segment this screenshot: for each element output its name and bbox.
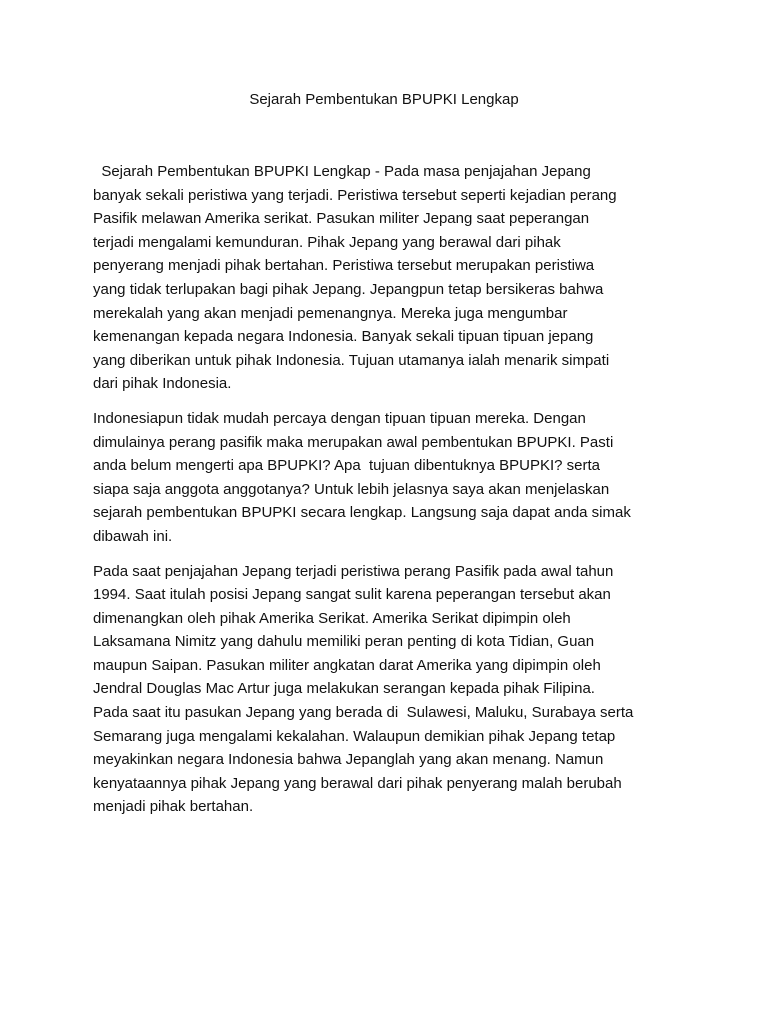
paragraph-line: kemenangan kepada negara Indonesia. Banyak sekali tipuan tipuan jepang [93, 328, 594, 346]
paragraph-line: Indonesiapun tidak mudah percaya dengan tipuan tipuan mereka. Dengan [93, 409, 586, 427]
paragraph-line: Laksamana Nimitz yang dahulu memiliki peran penting di kota Tidian, Guan [93, 633, 595, 651]
paragraph-line: merekalah yang akan menjadi pemenangnya. Mereka juga mengumbar [93, 304, 568, 322]
paragraph-line: banyak sekali peristiwa yang terjadi. Peristiwa tersebut seperti kejadian perang [93, 186, 617, 204]
paragraph-line: maupun Saipan. Pasukan militer angkatan darat Amerika yang dipimpin oleh [93, 656, 601, 674]
paragraph-line: Pasifik melawan Amerika serikat. Pasukan militer Jepang saat peperangan [93, 210, 590, 228]
paragraph-1 [93, 160, 683, 396]
paragraph-line: menjadi pihak bertahan. [93, 798, 254, 816]
paragraph-line: siapa saja anggota anggotanya? Untuk lebih jelasnya saya akan menjelaskan [93, 480, 610, 498]
paragraph-line: kenyataannya pihak Jepang yang berawal dari pihak penyerang malah berubah [93, 774, 622, 792]
paragraph-line: Jendral Douglas Mac Artur juga melakukan serangan kepada pihak Filipina. [93, 680, 595, 698]
paragraph-line: meyakinkan negara Indonesia bahwa Jepanglah yang akan menang. Namun [93, 751, 604, 769]
document-title: Sejarah Pembentukan BPUPKI Lengkap [249, 91, 519, 108]
paragraph-line: anda belum mengerti apa BPUPKI? Apa tujuan dibentuknya BPUPKI? serta [93, 457, 600, 475]
paragraph-line: dibawah ini. [93, 527, 173, 545]
paragraph-line: terjadi mengalami kemunduran. Pihak Jepang yang berawal dari pihak [93, 233, 561, 251]
paragraph-line: sejarah pembentukan BPUPKI secara lengkap. Langsung saja dapat anda simak [93, 504, 631, 522]
paragraph-line: 1994. Saat itulah posisi Jepang sangat sulit karena peperangan tersebut akan [93, 586, 611, 604]
paragraph-line: dimulainya perang pasifik maka merupakan awal pembentukan BPUPKI. Pasti [93, 433, 614, 451]
paragraph-2 [93, 407, 683, 549]
paragraph-line: Semarang juga mengalami kekalahan. Walaupun demikian pihak Jepang tetap [93, 727, 616, 745]
paragraph-3 [93, 560, 683, 820]
paragraph-line: yang diberikan untuk pihak Indonesia. Tujuan utamanya ialah menarik simpati [93, 351, 610, 369]
paragraph-line: dimenangkan oleh pihak Amerika Serikat. Amerika Serikat dipimpin oleh [93, 609, 571, 627]
paragraph-line: yang tidak terlupakan bagi pihak Jepang. Jepangpun tetap bersikeras bahwa [93, 280, 604, 298]
paragraph-line: Sejarah Pembentukan BPUPKI Lengkap - Pada masa penjajahan Jepang [93, 163, 591, 180]
paragraph-line: Pada saat itu pasukan Jepang yang berada di Sulawesi, Maluku, Surabaya serta [93, 704, 634, 722]
document-body [93, 160, 683, 830]
paragraph-line: dari pihak Indonesia. [93, 375, 232, 393]
paragraph-line: penyerang menjadi pihak bertahan. Peristiwa tersebut merupakan peristiwa [93, 257, 595, 275]
paragraph-line: Pada saat penjajahan Jepang terjadi peristiwa perang Pasifik pada awal tahun [93, 562, 614, 580]
